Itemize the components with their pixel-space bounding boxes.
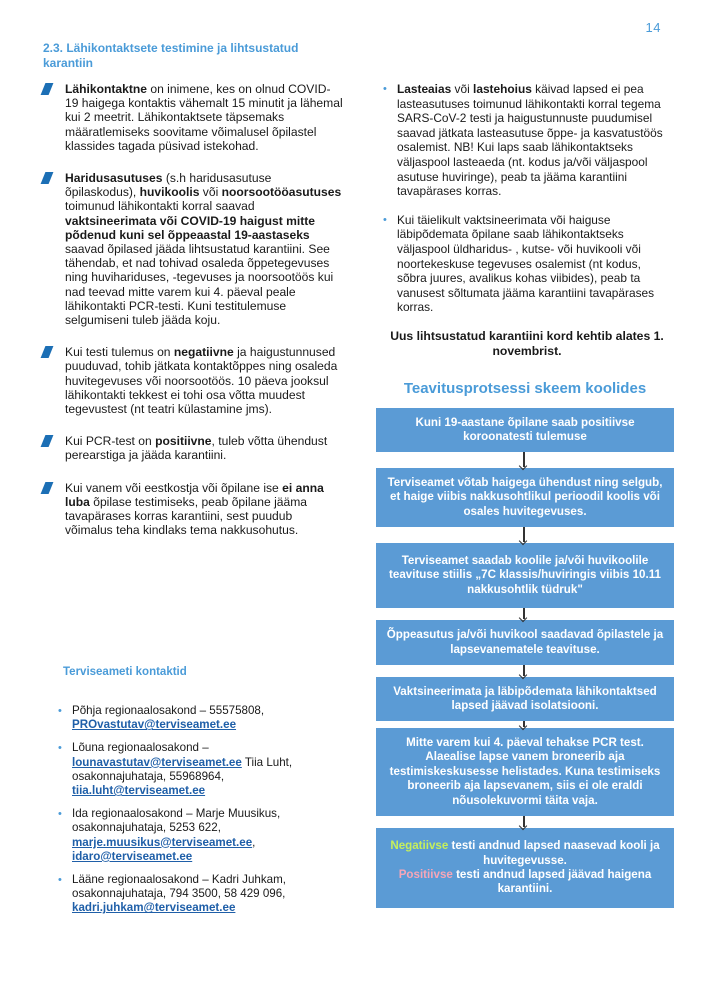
down-arrow-icon bbox=[523, 452, 525, 467]
slash-bullet-icon bbox=[41, 435, 54, 447]
email-link[interactable]: tiia.luht@terviseamet.ee bbox=[72, 784, 206, 798]
down-arrow-icon bbox=[523, 608, 525, 619]
left-paragraph bbox=[43, 345, 343, 416]
paragraph-text bbox=[65, 481, 343, 538]
text: Põhja regionaalosakond – 55575808, bbox=[72, 704, 265, 717]
flow-title: Teavitusprotsessi skeem koolides bbox=[403, 380, 647, 397]
bullet-icon: • bbox=[58, 808, 62, 821]
email-link[interactable]: idaro@terviseamet.ee bbox=[72, 849, 193, 863]
text: Kui täielikult vaktsineerimata või haiguse läbipõdemata õpilane saab lähikontaktseks väljaspool üldharidus- , kutse- või huvikooli või noortekeskuse tegevuses osalemist (nt kodus, sõbra juures, avalikus kohas viibides), peab ta vanusest sõltumata jääma karantiini tavapärases korras. bbox=[397, 212, 655, 315]
bullet-icon: • bbox=[58, 874, 62, 887]
flow-step-result bbox=[376, 828, 674, 908]
section-title: 2.3. Lähikontaktsete testimine ja lihtsustatud karantiin bbox=[43, 41, 299, 70]
bold-text: Lasteaias bbox=[397, 82, 452, 96]
text: , bbox=[252, 835, 256, 849]
paragraph-text bbox=[65, 82, 343, 153]
contacts-list bbox=[58, 704, 348, 925]
bold-text: Haridusasutuses bbox=[65, 171, 163, 186]
text: Kui testi tulemus on bbox=[65, 345, 174, 360]
text: , tuleb võtta ühendust perearstiga ja jääda karantiini. bbox=[65, 434, 328, 463]
contact-item bbox=[58, 741, 348, 798]
left-paragraph bbox=[43, 434, 343, 462]
text: õpilase testimiseks, peab õpilane jääma tavapärases korras karantiini, sest puudub võimalus teha kindlaks tema nakkusohutus. bbox=[65, 494, 308, 538]
positive-label: Positiivse bbox=[398, 868, 453, 881]
right-paragraph bbox=[383, 213, 671, 315]
bold-text: ei anna luba bbox=[65, 480, 324, 509]
bold-text: negatiivne bbox=[173, 345, 234, 360]
text: Lääne regionaalosakond – Kadri Juhkam, osakonnajuhataja, 794 3500, 58 429 096, bbox=[72, 873, 286, 901]
bold-text: positiivne bbox=[155, 434, 212, 449]
text: (s.h haridusasutuse õpilaskodus), bbox=[65, 171, 272, 200]
flow-step-text: Terviseamet võtab haigega ühendust ning selgub, et haige viibis nakkusohtlikul perioodil koolis või osales huvitegevuses. bbox=[387, 475, 663, 518]
negative-text: testi andnud lapsed naasevad kooli ja huvitegevusse. bbox=[448, 839, 660, 867]
left-column bbox=[43, 82, 343, 555]
email-link[interactable]: PROvastutav@terviseamet.ee bbox=[72, 718, 237, 732]
contact-item bbox=[58, 704, 348, 732]
text: või bbox=[199, 185, 222, 200]
contact-item bbox=[58, 873, 348, 916]
quarantine-notice: Uus lihtsustatud karantiini kord kehtib alates 1. novembrist. bbox=[390, 329, 664, 358]
text: Ida regionaalosakond – Marje Muusikus, osakonnajuhataja, 5253 622, bbox=[72, 807, 281, 835]
bold-text: Lähikontaktne bbox=[65, 82, 147, 96]
positive-text: testi andnud lapsed jäävad haigena karantiini. bbox=[452, 868, 652, 896]
contact-item bbox=[58, 807, 348, 864]
bold-text: huvikoolis bbox=[139, 185, 200, 200]
bullet-icon: • bbox=[383, 83, 387, 95]
bold-text: vaktsineerimata või COVID-19 haigust mitte põdenud kuni sel õppeaastal 19-aastaseks bbox=[65, 213, 316, 242]
down-arrow-icon bbox=[523, 665, 525, 676]
down-arrow-icon bbox=[523, 816, 525, 827]
flow-step bbox=[376, 728, 674, 816]
right-paragraph bbox=[383, 82, 671, 199]
right-column bbox=[383, 82, 671, 329]
flow-step-text: Mitte varem kui 4. päeval tehakse PCR test. Alaealise lapse vanem broneerib aja testimiskeskusesse helistades. Kuna testimiseks broneerib aja lapsevanem, siis ei ole eraldi nõusolekuvormi täita vaja. bbox=[389, 735, 661, 807]
paragraph-text bbox=[65, 434, 343, 462]
flow-step bbox=[376, 543, 674, 608]
flow-step-text: Kuni 19-aastane õpilane saab positiivse koroonatesti tulemuse bbox=[415, 415, 635, 443]
slash-bullet-icon bbox=[41, 482, 54, 494]
text: ja haigustunnused puuduvad, tohib jätkata kontaktõppes ning osaleda huvitegevuses või noorsootöös. 10 päeva jooksul lähikontakti tekkest ei tohi osa võtta muudest tegevustest (nt teatri külastamine jms). bbox=[65, 345, 338, 417]
bullet-icon: • bbox=[58, 705, 62, 717]
slash-bullet-icon bbox=[41, 346, 54, 358]
text: Lõuna regionaalosakond – bbox=[72, 741, 209, 755]
slash-bullet-icon bbox=[41, 172, 54, 184]
bold-text: noorsootööasutuses bbox=[221, 185, 342, 200]
bold-text: lastehoius bbox=[473, 82, 532, 96]
left-paragraph bbox=[43, 82, 343, 153]
flow-result-text bbox=[386, 839, 664, 897]
text: Kui PCR-test on bbox=[65, 434, 156, 449]
flow-step bbox=[376, 468, 674, 527]
negative-label: Negatiivse bbox=[390, 839, 449, 853]
flow-step bbox=[376, 408, 674, 452]
email-link[interactable]: marje.muusikus@terviseamet.ee bbox=[72, 835, 253, 849]
text: Kui vanem või eestkostja või õpilane ise bbox=[65, 480, 283, 495]
email-link[interactable]: kadri.juhkam@terviseamet.ee bbox=[72, 901, 236, 915]
down-arrow-icon bbox=[523, 721, 525, 727]
flow-step-text: Terviseamet saadab koolile ja/või huvikoolile teavituse stiilis „7C klassis/huviringis viibis 10.11 nakkusohtlik tüdruk" bbox=[389, 553, 661, 596]
text: või bbox=[451, 82, 474, 96]
flow-step bbox=[376, 620, 674, 665]
bullet-icon: • bbox=[383, 213, 387, 226]
text: Tiia Luht, osakonnajuhataja, 55968964, bbox=[72, 755, 293, 783]
text: on inimene, kes on olnud COVID-19 haigega kontaktis vähemalt 15 minutit ja lähemal kui 2 meetrit. Lähikontaktsete täpsemaks määratlemiseks soovitame võimalusel õpilastel klassides tagada püsivad istekohad. bbox=[65, 82, 343, 153]
paragraph-text bbox=[65, 171, 343, 327]
down-arrow-icon bbox=[523, 527, 525, 542]
contacts-heading: Terviseameti kontaktid bbox=[63, 666, 187, 678]
page-number: 14 bbox=[645, 20, 661, 35]
paragraph-text bbox=[65, 345, 343, 416]
email-link[interactable]: lounavastutav@terviseamet.ee bbox=[72, 755, 242, 769]
text: käivad lapsed ei pea lasteasutuses toimunud lähikontakti korral tegema SARS-CoV-2 testi ja haigustunnuste puudumisel saavad jätkata lasteasutuse õppe- ja kasvatustöös osalemist. NB! Kui laps saab lähikontaktseks väljaspool lasteaeda (nt. kodus ja/või väljaspool asutuse huviringe), peab ta jääma karantiini tavapärases korras. bbox=[397, 82, 663, 199]
text: saavad õpilased jääda lihtsustatud karantiini. See tähendab, et nad tohivad osaleda õppetegevuses ning huvihariduses, -tegevuses ja noorsootöös kui nad teevad mitte varem kui 4. päeval peale lähikontakti PCR-testi. Kuni testitulemuse selgumiseni tuleb jääda koju. bbox=[65, 242, 334, 328]
flow-step-text: Vaktsineerimata ja läbipõdemata lähikontaktsed lapsed jäävad isolatsiooni. bbox=[393, 684, 657, 712]
flow-step-text: Õppeasutus ja/või huvikool saadavad õpilastele ja lapsevanematele teavituse. bbox=[386, 628, 664, 656]
left-paragraph bbox=[43, 171, 343, 327]
bullet-icon: • bbox=[58, 742, 62, 755]
slash-bullet-icon bbox=[41, 83, 54, 95]
flow-step bbox=[376, 677, 674, 721]
left-paragraph bbox=[43, 481, 343, 538]
text: toimunud lähikontakti korral saavad bbox=[65, 199, 255, 214]
